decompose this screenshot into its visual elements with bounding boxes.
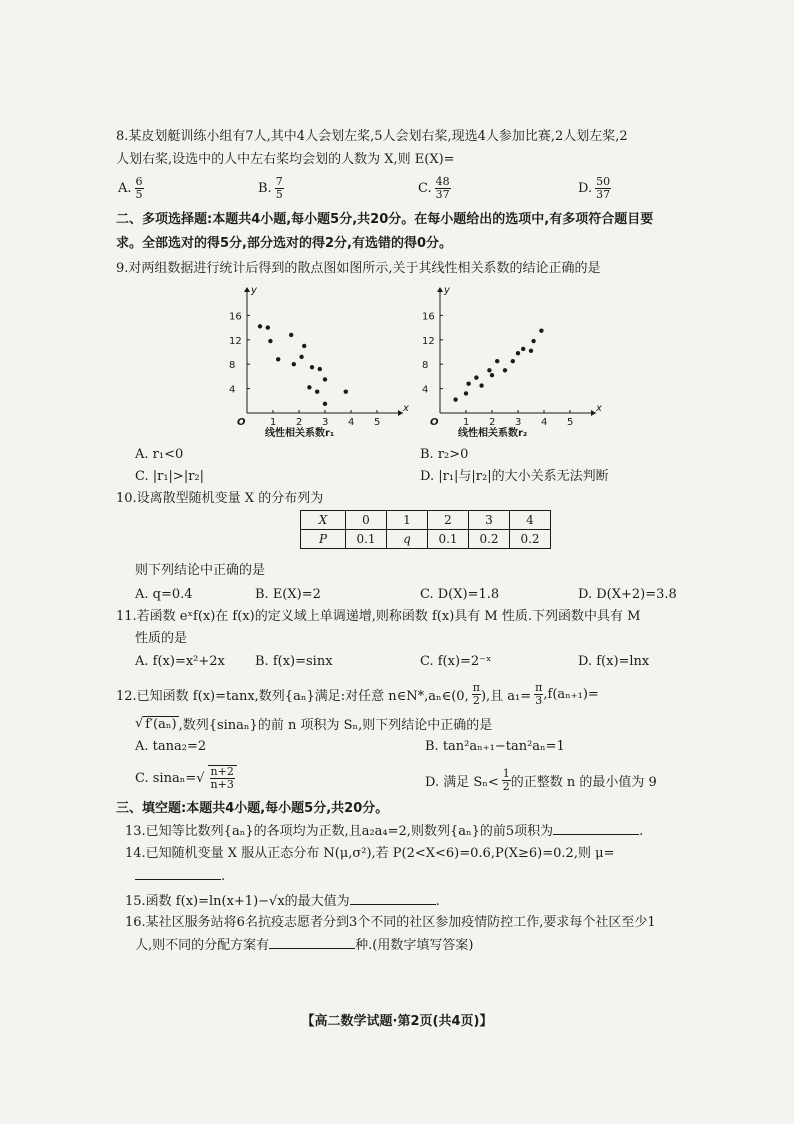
data-point — [276, 357, 280, 361]
table-header-p: P — [301, 530, 346, 549]
answer-blank[interactable] — [553, 822, 639, 835]
q10-option-c: C. D(X)=1.8 — [420, 587, 500, 602]
q8-line2: 人划右桨,设选中的人中左右桨均会划的人数为 X,则 E(X)= — [116, 152, 455, 167]
q12-option-a: A. tana₂=2 — [135, 739, 207, 754]
data-point — [490, 373, 494, 377]
data-point — [516, 351, 520, 355]
data-point — [479, 383, 483, 387]
x-tick-label: 3 — [322, 417, 329, 428]
x-tick-label: 1 — [270, 417, 277, 428]
q9-option-d: D. |r₁|与|r₂|的大小关系无法判断 — [420, 469, 609, 484]
q8-option-d: D. $\frac{50}{37}$ — [578, 175, 611, 201]
page-footer: 【高二数学试题·第2页(共4页)】 — [301, 1014, 493, 1029]
data-point — [318, 367, 322, 371]
q8-line1: 8.某皮划艇训练小组有7人,其中4人会划左桨,5人会划右桨,现选4人参加比赛,2人划左桨,2 — [116, 129, 628, 144]
data-point — [268, 339, 272, 343]
data-point — [487, 368, 491, 372]
section3-heading: 三、填空题:本题共4小题,每小题5分,共20分。 — [116, 801, 389, 816]
q8-option-a: A. $\frac{6}{5}$ — [118, 175, 143, 201]
table-cell: 2 — [428, 511, 469, 530]
scatter-plot-r1 — [225, 283, 415, 443]
data-point — [464, 391, 468, 395]
y-tick-label: 16 — [229, 311, 242, 323]
q16-line1: 16.某社区服务站将6名抗疫志愿者分到3个不同的社区参加疫情防控工作,要求每个社区至少1 — [125, 915, 656, 930]
data-point — [521, 347, 525, 351]
data-point — [292, 362, 296, 366]
x-tick-label: 1 — [463, 417, 470, 428]
data-point — [310, 365, 314, 369]
q15: 15.函数 f(x)=ln(x+1)−√x的最大值为 . — [125, 894, 440, 909]
q10-stem: 10.设离散型随机变量 X 的分布列为 — [116, 491, 324, 506]
distribution-table — [300, 510, 551, 549]
x-tick-label: 4 — [541, 417, 548, 428]
q11-option-c: C. f(x)=2⁻ˣ — [420, 654, 492, 669]
y-tick-label: 8 — [422, 360, 429, 372]
q13: 13.已知等比数列{aₙ}的各项均为正数,且a₂a₄=2,则数列{aₙ}的前5项积为 . — [125, 824, 644, 839]
q10-option-d: D. D(X+2)=3.8 — [578, 587, 677, 602]
data-point — [474, 375, 478, 379]
y-axis-arrow — [437, 287, 443, 292]
q10-option-b: B. E(X)=2 — [255, 587, 321, 602]
section2-line1: 二、多项选择题:本题共4小题,每小题5分,共20分。在每小题给出的选项中,有多项符合题目要 — [116, 212, 654, 227]
table-row — [301, 511, 551, 530]
data-point — [495, 359, 499, 363]
q9-option-a: A. r₁<0 — [135, 447, 184, 462]
table-cell: 1 — [387, 511, 428, 530]
q9-option-c: C. |r₁|>|r₂| — [135, 469, 205, 484]
q11-option-a: A. f(x)=x²+2x — [135, 654, 225, 669]
section2-line2: 求。全部选对的得5分,部分选对的得2分,有选错的得0分。 — [116, 236, 453, 251]
data-point — [323, 377, 327, 381]
y-tick-label: 4 — [229, 384, 236, 396]
q10-sub: 则下列结论中正确的是 — [135, 563, 266, 578]
data-point — [503, 368, 507, 372]
data-point — [531, 339, 535, 343]
q11-line1: 11.若函数 eˣf(x)在 f(x)的定义域上单调递增,则称函数 f(x)具有 M 性质.下列函数中具有 M — [116, 609, 641, 624]
table-row — [301, 530, 551, 549]
x-tick-label: 5 — [567, 417, 574, 428]
answer-blank[interactable] — [135, 867, 221, 880]
plot-caption: 线性相关系数r₂ — [458, 428, 528, 439]
table-cell: 0.1 — [346, 530, 387, 549]
q16-line2: 人,则不同的分配方案有 种.(用数字填写答案) — [135, 938, 474, 953]
q11-line2: 性质的是 — [135, 631, 188, 646]
data-point — [299, 355, 303, 359]
y-tick-label: 8 — [229, 360, 236, 372]
y-tick-label: 4 — [422, 384, 429, 396]
data-point — [539, 328, 543, 332]
q11-option-d: D. f(x)=lnx — [578, 654, 650, 669]
x-tick-label: 2 — [296, 417, 303, 428]
y-axis-label: y — [444, 285, 450, 296]
table-cell: q — [387, 530, 428, 549]
data-point — [266, 325, 270, 329]
table-cell: 0.2 — [469, 530, 510, 549]
table-cell: 0.1 — [428, 530, 469, 549]
data-point — [323, 402, 327, 406]
q12-option-d: D. 满足 Sₙ< $\frac{1}{2}$ 的正整数 n 的最小值为 9 — [425, 767, 657, 793]
q9-option-b: B. r₂>0 — [420, 447, 469, 462]
q14: 14.已知随机变量 X 服从正态分布 N(μ,σ²),若 P(2<X<6)=0.6,P(X≥6)=0.2,则 μ= — [125, 846, 615, 861]
q14-blank-line: . — [135, 867, 225, 886]
q10-option-a: A. q=0.4 — [135, 587, 193, 602]
q12-line1: 12.已知函数 f(x)=tanx,数列{aₙ}满足:对任意 n∈N*,aₙ∈(0, $\frac{\pi}{2}$ ),且 a₁= $\frac{\pi}{3}$ ,f(aₙ₊₁)= — [116, 681, 599, 707]
answer-blank[interactable] — [350, 892, 436, 905]
data-point — [453, 397, 457, 401]
data-point — [307, 385, 311, 389]
q8-option-b: B. $\frac{7}{5}$ — [258, 175, 283, 201]
data-point — [344, 389, 348, 393]
q8-option-c: C. $\frac{48}{37}$ — [418, 175, 450, 201]
table-header-x: X — [301, 511, 346, 530]
q12-line2: √ f′(aₙ) ,数列{sinaₙ}的前 n 项积为 Sₙ,则下列结论中正确的是 — [135, 716, 493, 733]
data-point — [466, 382, 470, 386]
scatter-plot-r2 — [418, 283, 608, 443]
data-point — [511, 359, 515, 363]
origin-label: O — [430, 417, 439, 428]
q9-stem: 9.对两组数据进行统计后得到的散点图如图所示,关于其线性相关系数的结论正确的是 — [116, 261, 601, 276]
data-point — [315, 389, 319, 393]
y-tick-label: 12 — [229, 335, 242, 347]
x-tick-label: 2 — [489, 417, 496, 428]
q12-option-c: C. sinaₙ= √ $\frac{n+2}{n+3}$ — [135, 765, 237, 791]
y-axis-arrow — [244, 287, 250, 292]
answer-blank[interactable] — [269, 936, 355, 949]
data-point — [302, 344, 306, 348]
table-cell: 3 — [469, 511, 510, 530]
data-point — [529, 349, 533, 353]
q12-option-b: B. tan²aₙ₊₁−tan²aₙ=1 — [425, 739, 565, 754]
x-axis-label: x — [403, 403, 409, 414]
x-tick-label: 5 — [374, 417, 381, 428]
x-axis-label: x — [596, 403, 602, 414]
y-axis-label: y — [251, 285, 257, 296]
plot-caption: 线性相关系数r₁ — [265, 428, 335, 439]
table-cell: 4 — [510, 511, 551, 530]
y-tick-label: 16 — [422, 311, 435, 323]
origin-label: O — [237, 417, 246, 428]
table-cell: 0 — [346, 511, 387, 530]
data-point — [289, 333, 293, 337]
data-point — [258, 324, 262, 328]
table-cell: 0.2 — [510, 530, 551, 549]
x-tick-label: 3 — [515, 417, 522, 428]
x-tick-label: 4 — [348, 417, 355, 428]
y-tick-label: 12 — [422, 335, 435, 347]
q11-option-b: B. f(x)=sinx — [255, 654, 333, 669]
